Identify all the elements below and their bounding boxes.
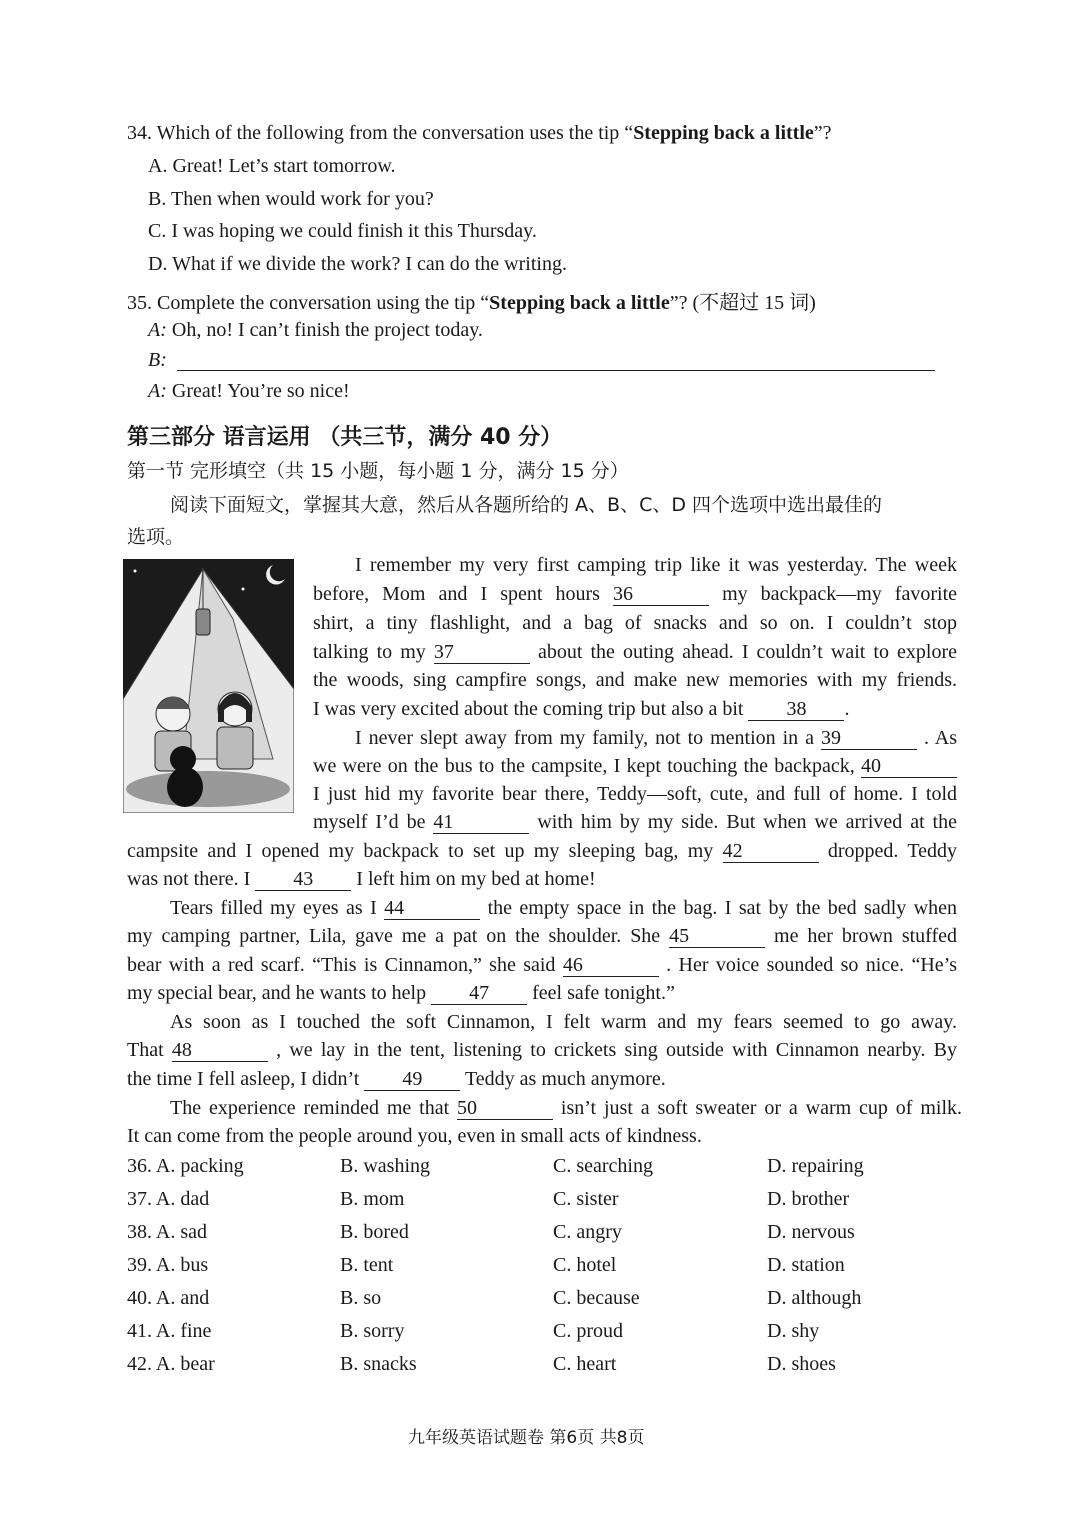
blank-41[interactable]: 41 bbox=[433, 811, 529, 834]
option-choice[interactable]: D. shoes bbox=[767, 1353, 836, 1375]
stem-text: 34. Which of the following from the conversation uses the tip “ bbox=[127, 122, 634, 144]
passage-line bbox=[313, 609, 957, 637]
passage-text: As soon as I touched the soft Cinnamon, I felt warm and my fears seemed to go away. bbox=[170, 1011, 957, 1033]
passage-text: I was very excited about the coming trip but also a bit bbox=[313, 698, 749, 720]
blank-50[interactable]: 50 bbox=[457, 1097, 553, 1120]
passage-text: the empty space in the bag. I sat by the bed sadly when bbox=[487, 897, 957, 919]
option-choice[interactable]: B. tent bbox=[340, 1254, 394, 1276]
passage-text: That bbox=[127, 1039, 172, 1061]
dialogue-line-a2 bbox=[148, 380, 350, 403]
passage-line bbox=[170, 894, 957, 922]
passage-text: bear with a red scarf. “This is Cinnamon,” she said bbox=[127, 954, 563, 976]
blank-36[interactable]: 36 bbox=[613, 583, 709, 606]
stem-text: 35. Complete the conversation using the tip “ bbox=[127, 292, 490, 314]
speaker: B: bbox=[148, 349, 167, 371]
passage-text: talking to my bbox=[313, 641, 434, 663]
passage-text: myself I’d be bbox=[313, 811, 434, 833]
passage-text: I just hid my favorite bear there, Teddy—soft, cute, and full of home. I told bbox=[313, 783, 957, 805]
option-choice[interactable]: 36. A. packing bbox=[127, 1155, 244, 1177]
option-choice[interactable]: B. bored bbox=[340, 1221, 409, 1243]
speaker: A: bbox=[148, 380, 167, 402]
option-choice[interactable]: 41. A. fine bbox=[127, 1320, 212, 1342]
option-choice[interactable]: C. sister bbox=[553, 1188, 619, 1210]
passage-line bbox=[313, 695, 849, 723]
blank-46[interactable]: 46 bbox=[563, 954, 659, 977]
option-choice[interactable]: C. heart bbox=[553, 1353, 617, 1375]
option-row bbox=[127, 1221, 967, 1251]
camping-tent-illustration bbox=[123, 559, 294, 813]
speaker: A: bbox=[148, 319, 167, 341]
option-choice[interactable]: B. mom bbox=[340, 1188, 405, 1210]
option-choice[interactable]: B. so bbox=[340, 1287, 382, 1309]
passage-text: Teddy as much anymore. bbox=[460, 1068, 666, 1090]
passage-text: shirt, a tiny flashlight, and a bag of snacks and so on. I couldn’t stop bbox=[313, 612, 957, 634]
option-choice[interactable]: C. searching bbox=[553, 1155, 653, 1177]
option-choice[interactable]: C. hotel bbox=[553, 1254, 617, 1276]
blank-39[interactable]: 39 bbox=[821, 727, 917, 750]
question-35-stem bbox=[127, 286, 816, 315]
blank-47[interactable]: 47 bbox=[431, 982, 527, 1005]
passage-line bbox=[313, 638, 957, 666]
passage-text: was not there. I bbox=[127, 868, 256, 890]
passage-text: . bbox=[844, 698, 850, 720]
option-row bbox=[127, 1188, 967, 1218]
q34-option-b: B. Then when would work for you? bbox=[148, 188, 434, 210]
stem-text: ”? (不超过 15 词) bbox=[669, 292, 816, 314]
option-choice[interactable]: D. repairing bbox=[767, 1155, 864, 1177]
part-title: 第三部分 语言运用 （共三节，满分 40 分） bbox=[127, 425, 563, 450]
passage-text: the time I fell asleep, I didn’t bbox=[127, 1068, 365, 1090]
option-choice[interactable]: D. shy bbox=[767, 1320, 820, 1342]
passage-line bbox=[355, 551, 957, 579]
q34-option-a: A. Great! Let’s start tomorrow. bbox=[148, 155, 396, 177]
dialogue-line-b bbox=[148, 349, 167, 372]
passage-line bbox=[313, 666, 957, 694]
option-choice[interactable]: D. although bbox=[767, 1287, 862, 1309]
passage-text: The experience reminded me that bbox=[170, 1097, 458, 1119]
option-choice[interactable]: 40. A. and bbox=[127, 1287, 210, 1309]
stem-text: ”? bbox=[813, 122, 832, 144]
blank-48[interactable]: 48 bbox=[172, 1039, 268, 1062]
option-choice[interactable]: B. sorry bbox=[340, 1320, 405, 1342]
dialogue-text: Great! You’re so nice! bbox=[171, 380, 350, 402]
passage-text: I remember my very first camping trip like it was yesterday. The week bbox=[355, 554, 957, 576]
option-choice[interactable]: 42. A. bear bbox=[127, 1353, 215, 1375]
blank-44[interactable]: 44 bbox=[384, 897, 480, 920]
passage-line bbox=[127, 951, 957, 979]
blank-40[interactable]: 40 bbox=[861, 755, 957, 778]
passage-text: Tears filled my eyes as I bbox=[170, 897, 385, 919]
option-choice[interactable]: D. station bbox=[767, 1254, 845, 1276]
passage-line bbox=[127, 1036, 957, 1064]
option-row bbox=[127, 1353, 967, 1383]
passage-text: isn’t just a soft sweater or a warm cup of milk. bbox=[560, 1097, 963, 1119]
dialogue-line-a1 bbox=[148, 319, 483, 342]
instruction-cont: 选项。 bbox=[127, 526, 185, 548]
passage-text: . Her voice sounded so nice. “He’s bbox=[666, 954, 957, 976]
passage-line bbox=[127, 979, 675, 1007]
blank-43[interactable]: 43 bbox=[255, 868, 351, 891]
passage-text: my backpack—my favorite bbox=[722, 583, 957, 605]
passage-text: the woods, sing campfire songs, and make new memories with my friends. bbox=[313, 669, 957, 691]
option-row bbox=[127, 1287, 967, 1317]
option-choice[interactable]: B. washing bbox=[340, 1155, 430, 1177]
option-choice[interactable]: D. brother bbox=[767, 1188, 850, 1210]
passage-text: dropped. Teddy bbox=[827, 840, 958, 862]
passage-text: It can come from the people around you, even in small acts of kindness. bbox=[127, 1125, 702, 1147]
passage-line bbox=[127, 922, 957, 950]
page-footer: 九年级英语试题卷 第6页 共8页 bbox=[408, 1428, 645, 1448]
option-choice[interactable]: D. nervous bbox=[767, 1221, 855, 1243]
section-subtitle: 第一节 完形填空（共 15 小题，每小题 1 分，满分 15 分） bbox=[127, 460, 629, 482]
passage-line bbox=[127, 1065, 666, 1093]
q34-option-d: D. What if we divide the work? I can do the writing. bbox=[148, 253, 567, 275]
passage-text: with him by my side. But when we arrived at the bbox=[537, 811, 957, 833]
tip-name: Stepping back a little bbox=[489, 292, 670, 314]
tip-name: Stepping back a little bbox=[633, 122, 814, 144]
passage-text: before, Mom and I spent hours bbox=[313, 583, 613, 605]
option-choice[interactable]: 38. A. sad bbox=[127, 1221, 207, 1243]
dialogue-text: Oh, no! I can’t finish the project today. bbox=[171, 319, 483, 341]
passage-line bbox=[127, 865, 596, 893]
passage-line bbox=[313, 580, 957, 608]
passage-text: feel safe tonight.” bbox=[527, 982, 675, 1004]
passage-text: campsite and I opened my backpack to set up my sleeping bag, my bbox=[127, 840, 723, 862]
option-row bbox=[127, 1320, 967, 1350]
option-row bbox=[127, 1155, 967, 1185]
passage-line bbox=[313, 808, 957, 836]
q34-option-c: C. I was hoping we could finish it this Thursday. bbox=[148, 220, 537, 242]
question-34-stem bbox=[127, 122, 832, 145]
passage-text: me her brown stuffed bbox=[774, 925, 958, 947]
passage-text: about the outing ahead. I couldn’t wait to explore bbox=[537, 641, 957, 663]
passage-text: I left him on my bed at home! bbox=[351, 868, 596, 890]
passage-line bbox=[127, 837, 957, 865]
answer-line[interactable] bbox=[177, 370, 935, 371]
blank-38[interactable]: 38 bbox=[748, 698, 844, 721]
passage-line bbox=[127, 1122, 702, 1150]
passage-text: my special bear, and he wants to help bbox=[127, 982, 432, 1004]
passage-line bbox=[170, 1094, 962, 1122]
option-choice[interactable]: 37. A. dad bbox=[127, 1188, 210, 1210]
blank-37[interactable]: 37 bbox=[434, 641, 530, 664]
passage-line bbox=[355, 724, 957, 752]
option-choice[interactable]: C. proud bbox=[553, 1320, 623, 1342]
option-choice[interactable]: C. because bbox=[553, 1287, 640, 1309]
passage-line bbox=[313, 780, 957, 808]
passage-text: my camping partner, Lila, gave me a pat on the shoulder. She bbox=[127, 925, 670, 947]
option-row bbox=[127, 1254, 967, 1284]
passage-line bbox=[170, 1008, 957, 1036]
passage-line bbox=[313, 752, 957, 780]
blank-45[interactable]: 45 bbox=[669, 925, 765, 948]
option-choice[interactable]: C. angry bbox=[553, 1221, 622, 1243]
instruction: 阅读下面短文，掌握其大意，然后从各题所给的 A、B、C、D 四个选项中选出最佳的 bbox=[170, 494, 883, 516]
blank-49[interactable]: 49 bbox=[364, 1068, 460, 1091]
passage-text: , we lay in the tent, listening to crickets sing outside with Cinnamon nearby. By bbox=[276, 1039, 958, 1061]
passage-text: . As bbox=[923, 727, 958, 749]
option-choice[interactable]: B. snacks bbox=[340, 1353, 417, 1375]
passage-text: we were on the bus to the campsite, I kept touching the backpack, bbox=[313, 755, 861, 777]
passage-text: I never slept away from my family, not to mention in a bbox=[355, 727, 821, 749]
blank-42[interactable]: 42 bbox=[723, 840, 819, 863]
option-choice[interactable]: 39. A. bus bbox=[127, 1254, 209, 1276]
